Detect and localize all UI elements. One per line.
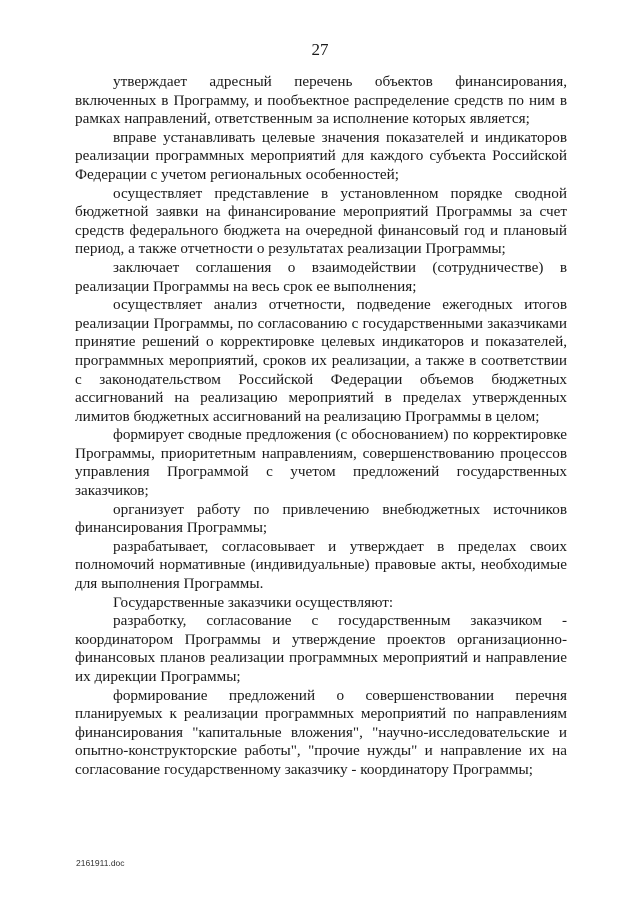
paragraph: заключает соглашения о взаимодействии (сотрудничестве) в реализации Программы на весь срок ее выполнения;	[75, 258, 567, 295]
document-body	[75, 73, 567, 780]
paragraph: осуществляет представление в установленном порядке сводной бюджетной заявки на финансирование мероприятий Программы за счет средств федерального бюджета на очередной финансовый год и плановый период, а также отчетности о результатах реализации Программы;	[75, 184, 567, 258]
paragraph: Государственные заказчики осуществляют:	[113, 593, 394, 611]
paragraph: разработку, согласование с государственным заказчиком - координатором Программы и утверждение проектов организационно-финансовых планов реализации программных мероприятий и направление их дирекции Программы;	[75, 612, 567, 685]
paragraph: утверждает адресный перечень объектов финансирования, включенных в Программу, и пообъектное распределение средств по ним в рамках направлений, ответственным за исполнение которых является;	[75, 73, 567, 128]
paragraph: формирование предложений о совершенствовании перечня планируемых к реализации программных мероприятий по направлениям финансирования "капитальные вложения", "научно-исследовательские и опытно-конструкторские работы", "прочие нужды" и направление их на согласование государственному заказчику - координатору Программы;	[75, 686, 567, 778]
file-name-footer: 2161911.doc	[76, 858, 125, 868]
paragraph: формирует сводные предложения (с обоснованием) по корректировке Программы, приоритетным направлениям, совершенствованию процессов управления Программой с учетом предложений государственных заказчиков;	[75, 426, 567, 500]
paragraph: осуществляет анализ отчетности, подведение ежегодных итогов реализации Программы, по согласованию с государственными заказчиками принятие решений о корректировке целевых индикаторов и показателей, программных мероприятий, сроков их реализации, а также в соответствии с законодательством Российской Федерации объемов бюджетных ассигнований на реализацию мероприятий в пределах утвержденных лимитов бюджетных ассигнований на реализацию Программы в целом;	[75, 296, 567, 425]
page-number: 27	[311, 40, 329, 59]
paragraph: разрабатывает, согласовывает и утверждает в пределах своих полномочий нормативные (индивидуальные) правовые акты, необходимые для выполнения Программы.	[75, 537, 567, 593]
paragraph: организует работу по привлечению внебюджетных источников финансирования Программы;	[75, 500, 567, 537]
paragraph: вправе устанавливать целевые значения показателей и индикаторов реализации программных мероприятий для каждого субъекта Российской Федерации с учетом региональных особенностей;	[75, 128, 567, 183]
